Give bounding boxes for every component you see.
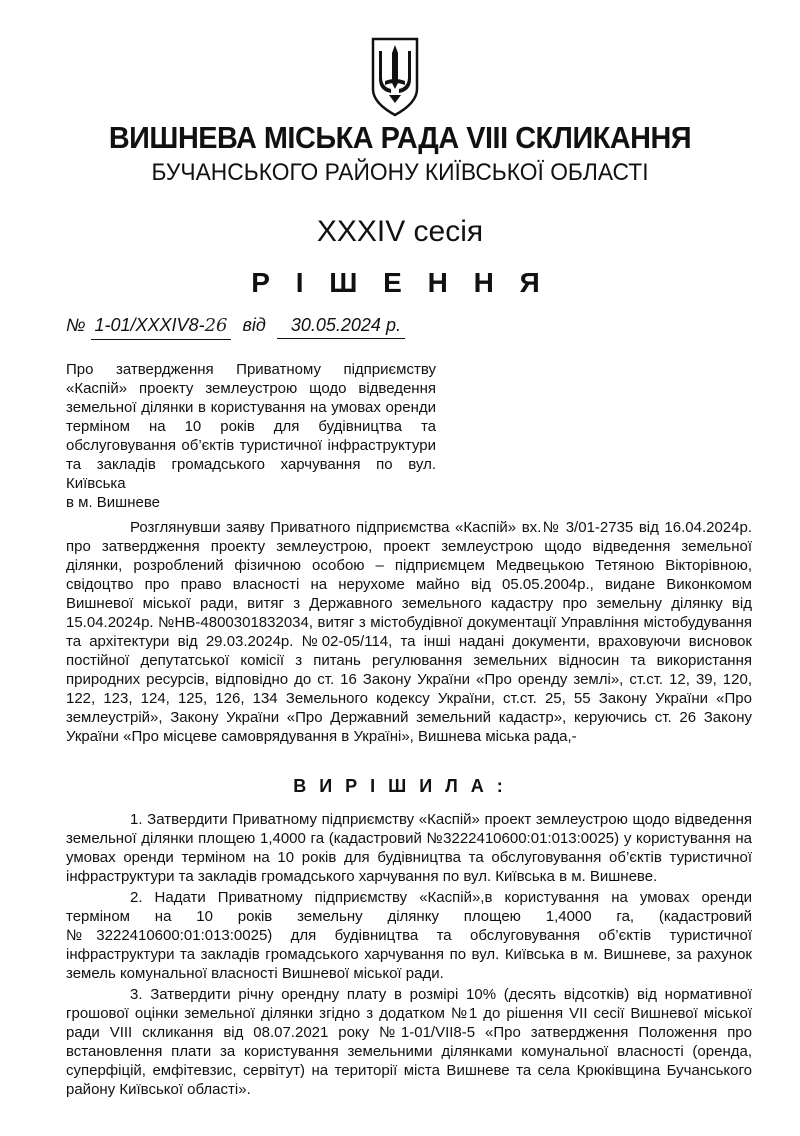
resolution-item-3: 3. Затвердити річну орендну плату в розмірі 10% (десять відсотків) від нормативної грошової оцінки земельної ділянки згідно з додатком №1 до рішення VII сесії Вишневої міської ради VIII скликання від 08.07.2021 року №1-01/VII8-5 «Про затвердження Положення про встановлення плати за користування земельними ділянками комунальної власності (оренда, суперфіцій, емфітевзис, сервітут) на території міста Вишневе та села Крюківщина Бучанського району Київської області».: [66, 986, 752, 1098]
number-sign: №: [66, 315, 86, 335]
session-number: XXXIV сесія: [316, 215, 484, 248]
resolved-heading: В И Р І Ш И Л А :: [293, 776, 507, 796]
subject-line: Про затвердження Приватному підприємству: [66, 361, 436, 378]
document-number: 1-01/XXXIV8-26: [91, 312, 232, 340]
council-region: БУЧАНСЬКОГО РАЙОНУ КИЇВСЬКОЇ ОБЛАСТІ: [151, 159, 649, 186]
preamble-paragraph: Розглянувши заяву Приватного підприємства «Каспій» вх.№ 3/01-2735 від 16.04.2024р. про затвердження проекту землеустрою, проект землеустрою щодо відведення земельної ділянки, розроблений фізичною особою – підприємцем Медвецькою Тетяною Вікторівною, свідоцтво про право власності на нерухоме майно від 05.05.2004р., видане Виконкомом Вишневої міської ради, витяг з Державного земельного кадастру про земельну ділянку від 15.04.2024р. №НВ-4800301832034, витяг з містобудівної документації Управління містобудування та архітектури від 29.03.2024р. №02-05/114, та інші надані документи, враховуючи висновок постійної депутатської комісії з питань регулювання земельних відносин та використання природних ресурсів, відповідно до ст. 16 Закону України «Про оренду землі», ст.ст. 12, 39, 120, 122, 123, 124, 125, 126, 134 Земельного кодексу України, ст.ст. 25, 55 Закону України «Про землеустрій», Закону України «Про Державний земельний кадастр», керуючись ст. 26 Закону України «Про місцеве самоврядування в Україні», Вишнева міська рада,-: [66, 519, 752, 745]
council-title: ВИШНЕВА МІСЬКА РАДА VIII СКЛИКАННЯ: [108, 120, 692, 155]
preamble: [66, 518, 752, 746]
resolution-item-2: 2. Надати Приватному підприємству «Каспій»,в користування на умовах оренди терміном на 10 років земельну ділянку площею 1,4000 га, (кадастровий №3222410600:01:013:0025) для будівництва та обслуговування об’єктів туристичної інфраструктури та закладів громадського харчування по вул. Київська в м. Вишневе, за рахунок земель комунальної власності Вишневої міської ради.: [66, 889, 752, 982]
subject-line: в м. Вишневе: [66, 494, 160, 511]
subject-line: обслуговування об’єктів туристичної інфраструктури: [66, 437, 436, 454]
decision-subject: [66, 360, 436, 512]
ukraine-trident-icon: [369, 37, 421, 117]
resolution-items: [66, 810, 752, 1101]
resolution-item-1: 1. Затвердити Приватному підприємству «Каспій» проект землеустрою щодо відведення земельної ділянки площею 1,4000 га (кадастровий №3222410600:01:013:0025) у користування на умовах оренди терміном на 10 років для будівництва та обслуговування об’єктів туристичної інфраструктури та закладів громадського харчування по вул. Київська в м. Вишневе.: [66, 811, 752, 885]
document-date: 30.05.2024 р.: [277, 312, 405, 339]
document-number-line: [66, 312, 405, 340]
decision-heading: Р І Ш Е Н Н Я: [251, 267, 549, 298]
subject-line: терміном на 10 років для будівництва та: [66, 418, 436, 435]
subject-line: земельної ділянки в користування на умовах оренди: [66, 399, 436, 416]
subject-line: та закладів громадського харчування по вул. Київська: [66, 456, 436, 492]
handwritten-number: 26: [204, 315, 228, 336]
date-prefix: від: [242, 315, 266, 335]
subject-line: «Каспій» проекту землеустрою щодо відведення: [66, 380, 436, 397]
